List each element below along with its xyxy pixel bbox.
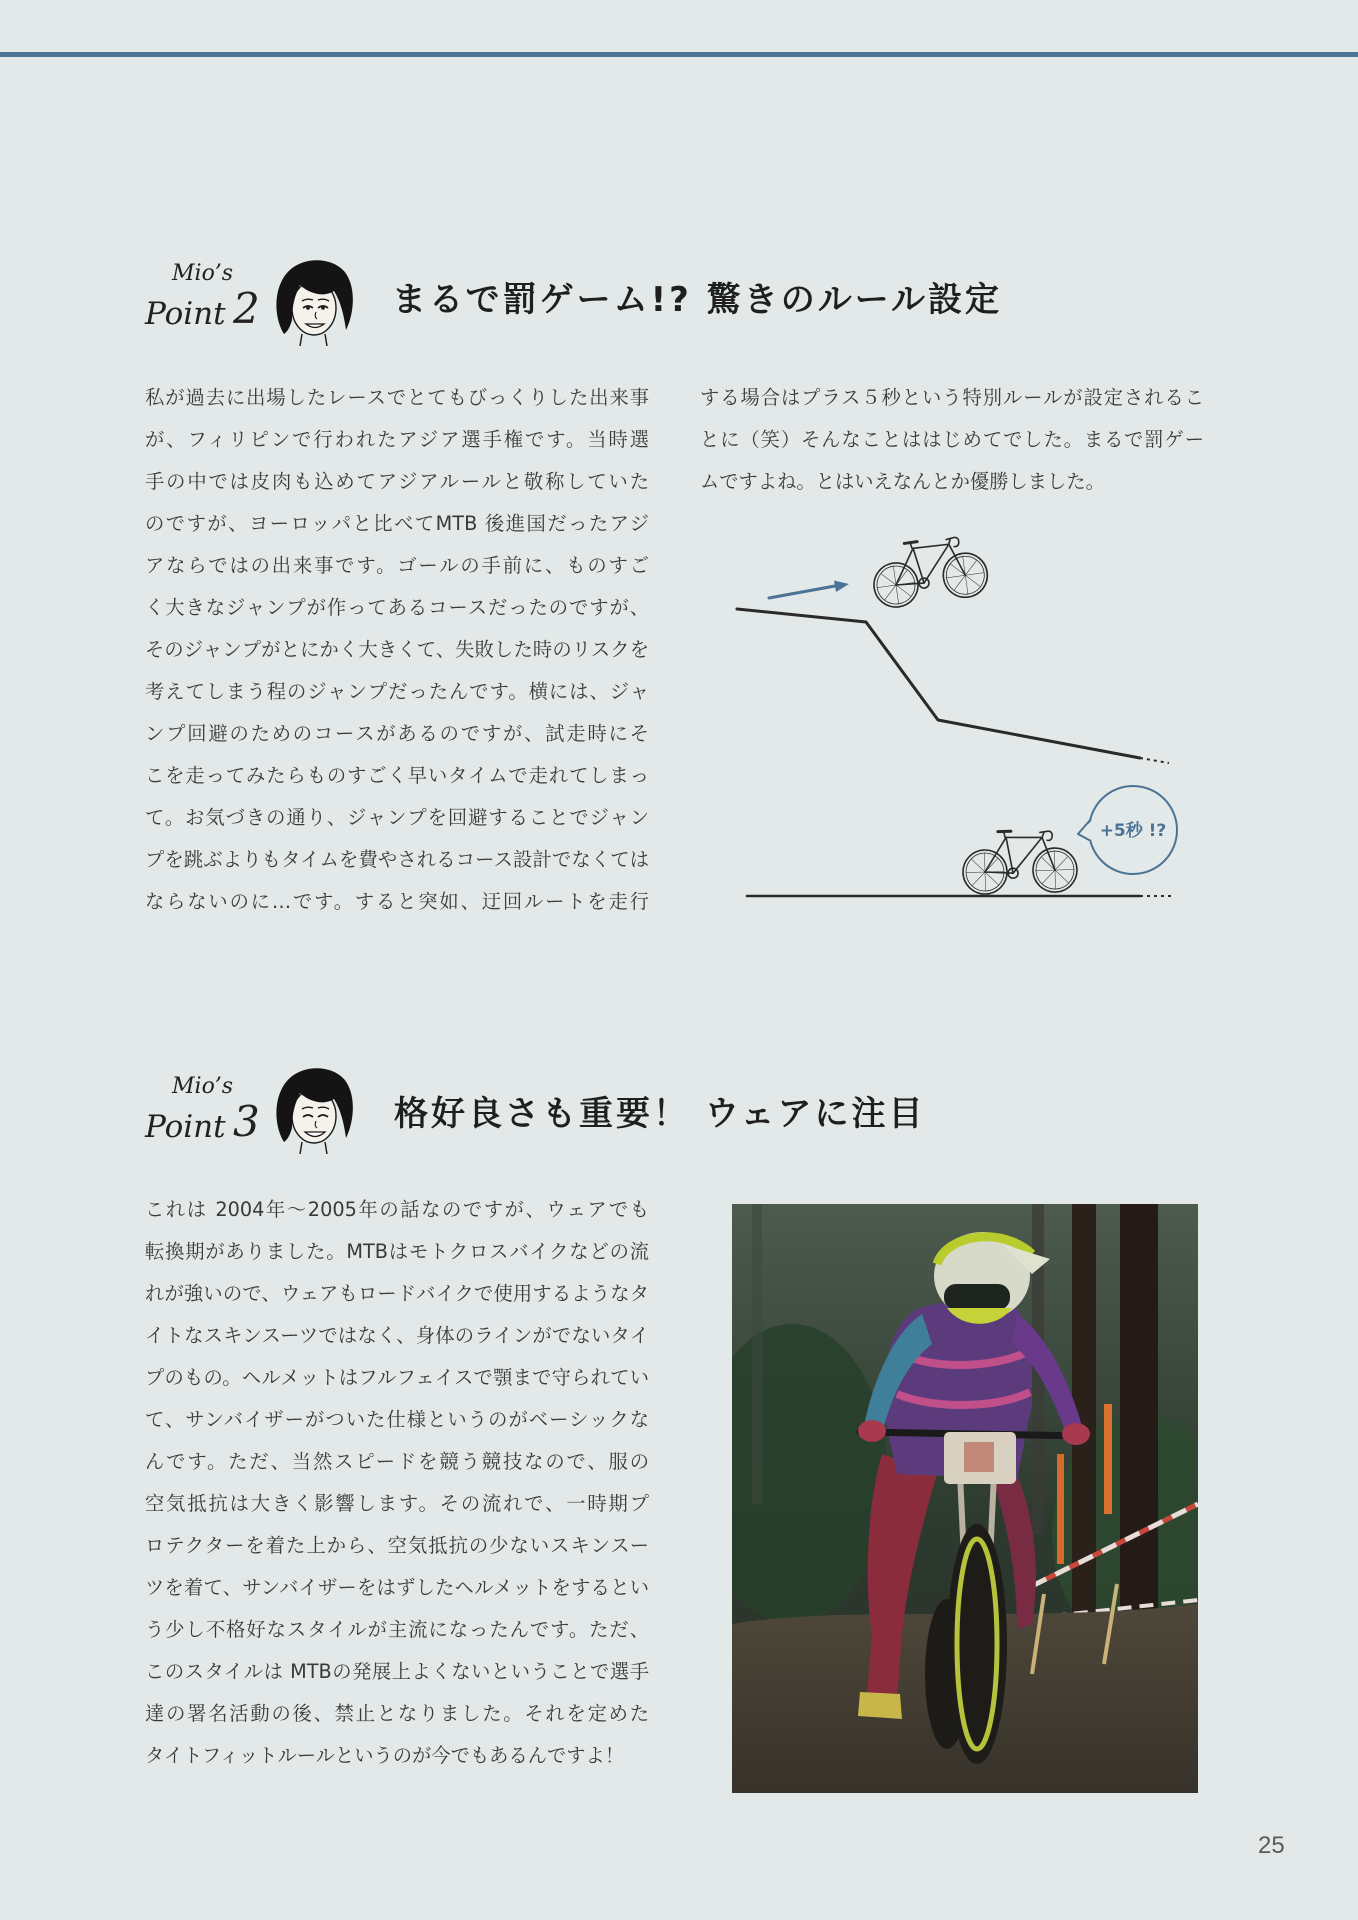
section-heading: 格好良さも重要！ ウェアに注目 [394, 1094, 926, 1134]
text-line: ロテクターを着た上から、空気抵抗の少ないスキンスー [145, 1534, 649, 1557]
text-column-left [145, 1189, 649, 1777]
text-line: て。お気づきの通り、ジャンプを回避することでジャン [145, 806, 649, 829]
section-heading: まるで罰ゲーム!? 驚きのルール設定 [392, 280, 1003, 320]
text-line: ムですよね。とはいえなんとか優勝しました。 [700, 470, 1105, 493]
goggles [944, 1284, 1010, 1310]
glove [858, 1420, 886, 1442]
badge-word: Point [145, 296, 226, 332]
text-line: て、サンバイザーがついた仕様というのがベーシックな [145, 1408, 649, 1431]
point-badge [145, 262, 265, 338]
badge-number: 3 [233, 1097, 260, 1146]
text-line: こを走ってみたらものすごく早いタイムで走れてしまっ [145, 764, 649, 787]
text-line: プを跳ぶよりもタイムを費やされるコース設計でなくては [145, 848, 649, 871]
tree-trunk [752, 1204, 762, 1504]
woman-portrait-icon [267, 1062, 357, 1154]
text-line: 手の中では皮肉も込めてアジアルールと敬称していた [145, 470, 649, 493]
text-line: これは 2004年〜2005年の話なのですが、ウェアでも [145, 1198, 649, 1221]
text-column-left [145, 377, 649, 923]
text-line: アならではの出来事です。ゴールの手前に、ものすご [145, 554, 649, 577]
text-line: 空気抵抗は大きく影響します。その流れで、一時期プ [145, 1492, 649, 1515]
text-line: する場合はプラス５秒という特別ルールが設定されるこ [700, 386, 1204, 409]
tree-trunk [1120, 1204, 1158, 1654]
text-line: 考えてしまう程のジャンプだったんです。横には、ジャ [145, 680, 649, 703]
text-line: ツを着て、サンバイザーをはずしたヘルメットをするとい [145, 1576, 649, 1599]
top-rule [0, 52, 1358, 57]
woman-portrait-icon [267, 254, 357, 346]
text-line: とに（笑）そんなことははじめてでした。まるで罰ゲー [700, 428, 1204, 451]
badge-number: 2 [233, 284, 260, 333]
text-line: んです。ただ、当然スピードを競う競技なので、服の [145, 1450, 649, 1473]
jump-illustration [720, 520, 1190, 910]
speech-bubble-text: +5秒 !? [1099, 821, 1167, 841]
text-line: が、フィリピンで行われたアジア選手権です。当時選 [145, 428, 649, 451]
speech-bubble-icon [1078, 786, 1177, 874]
text-line: プのもの。ヘルメットはフルフェイスで顎まで守られてい [145, 1366, 649, 1389]
rider-shoe [858, 1692, 902, 1719]
text-line: そのジャンプがとにかく大きくて、失敗した時のリスクを [145, 638, 649, 661]
text-line: のですが、ヨーロッパと比べてMTB 後進国だったアジ [145, 512, 649, 535]
text-line: ならないのに…です。すると突如、迂回ルートを走行 [145, 890, 649, 913]
text-column-right [700, 377, 1204, 503]
text-line: イトなスキンスーツではなく、身体のラインがでないタイ [145, 1324, 649, 1347]
badge-prefix: Mio’s [172, 261, 234, 286]
bicycle-icon [869, 533, 991, 610]
point-badge [145, 1075, 265, 1151]
text-line: このスタイルは MTBの発展上よくないということで選手 [145, 1660, 649, 1683]
badge-prefix: Mio’s [172, 1074, 234, 1099]
arrow-icon [769, 581, 849, 599]
glove [1062, 1423, 1090, 1445]
text-line: う少し不格好なスタイルが主流になったんです。ただ、 [145, 1618, 649, 1641]
course-pole [1057, 1454, 1064, 1564]
text-line: く大きなジャンプが作ってあるコースだったのですが、 [145, 596, 649, 619]
text-line: 達の署名活動の後、禁止となりました。それを定めた [145, 1702, 649, 1725]
mountain-biker-photo [732, 1204, 1198, 1793]
text-line: 私が過去に出場したレースでとてもびっくりした出来事 [145, 386, 649, 409]
text-line: タイトフィットルールというのが今でもあるんですよ！ [145, 1744, 625, 1767]
text-line: ンプ回避のためのコースがあるのですが、試走時にそ [145, 722, 649, 745]
bicycle-icon [962, 829, 1078, 894]
ramp-line [737, 609, 1169, 763]
course-pole [1104, 1404, 1112, 1514]
text-line: れが強いので、ウェアもロードバイクで使用するようなタ [145, 1282, 649, 1305]
badge-word: Point [145, 1109, 226, 1145]
text-line: 転換期がありました。MTBはモトクロスバイクなどの流 [145, 1240, 649, 1263]
page-number: 25 [1258, 1832, 1285, 1859]
